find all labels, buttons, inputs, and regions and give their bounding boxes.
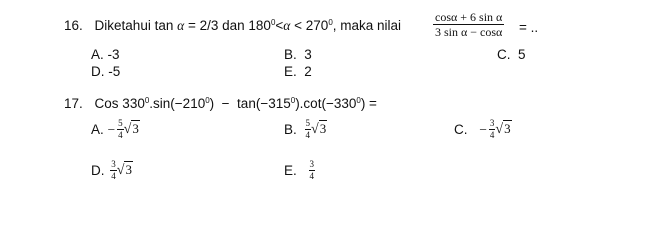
q17-option-d[interactable]: D. $\frac{3}{4}$ √3 (91, 159, 132, 181)
question-16-line (64, 19, 401, 33)
question-16-tail: = .. (519, 20, 539, 35)
sqrt-symbol: √3 (123, 121, 139, 137)
q17-option-e[interactable]: E. $\frac{3}{4}$ (284, 159, 315, 181)
q17-option-b[interactable]: B. $\frac{5}{4}$ √3 (284, 118, 327, 140)
q16-option-c[interactable]: C. 5 (497, 47, 526, 62)
question-16-condition: = 2/3 dan $180^0<\alpha < 270^0$ (187, 18, 333, 33)
q16-option-b[interactable]: B. 3 (284, 47, 312, 62)
question-17-expression: Cos $330^0.\sin(-210^0) - \tan(-315^0).\cot(-330^0)$ = (94, 96, 377, 111)
question-17-line (64, 97, 377, 111)
question-17-number: 17. (64, 96, 83, 111)
fraction-numerator: cosα + 6 sin α (435, 10, 503, 24)
fraction-denominator: 3 sin α − cosα (435, 25, 503, 39)
question-16-text-post: , maka nilai (332, 18, 402, 33)
question-16-fraction (433, 11, 504, 38)
alpha-symbol: α (177, 18, 185, 33)
sqrt-symbol: √3 (116, 162, 132, 178)
sqrt-symbol: √3 (311, 121, 327, 137)
q16-option-e[interactable]: E. 2 (284, 64, 312, 79)
q16-option-d[interactable]: D. -5 (91, 64, 121, 79)
q17-option-c[interactable]: C. − $\frac{3}{4}$ √3 (454, 118, 511, 140)
question-16-number: 16. (64, 18, 83, 33)
sqrt-symbol: √3 (495, 121, 511, 137)
q16-option-a[interactable]: A. -3 (91, 47, 120, 62)
question-16-text-pre: Diketahui tan (94, 18, 174, 33)
q17-option-a[interactable]: A. − $\frac{5}{4}$ √3 (91, 118, 139, 140)
